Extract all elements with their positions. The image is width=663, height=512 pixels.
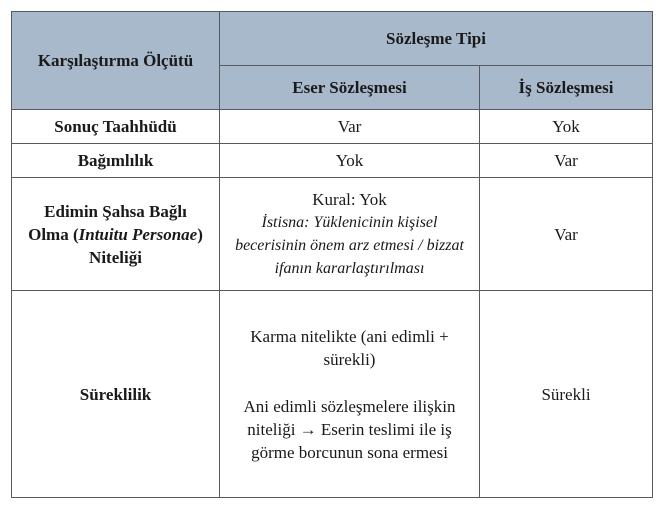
row-label-italic: Intuitu Personae [78, 224, 198, 244]
cell-is: Var [480, 178, 653, 291]
spacer [230, 371, 469, 395]
cell-eser [220, 178, 480, 291]
table-row [12, 178, 653, 291]
table-row [12, 144, 653, 178]
cell-eser [220, 291, 480, 498]
cell-eser: Yok [220, 144, 480, 178]
contract-type-header: Sözleşme Tipi [220, 12, 653, 66]
row-label: Bağımlılık [12, 144, 220, 178]
row-label: Süreklilik [12, 291, 220, 498]
eser-sozlesmesi-header: Eser Sözleşmesi [220, 66, 480, 110]
criterion-header: Karşılaştırma Ölçütü [12, 12, 220, 110]
cell-is: Var [480, 144, 653, 178]
row-label-part: ) Niteliği [89, 224, 203, 267]
cell-is: Sürekli [480, 291, 653, 498]
rule-text: Kural: Yok [312, 190, 387, 209]
row-label: Sonuç Taahhüdü [12, 110, 220, 144]
cell-is: Yok [480, 110, 653, 144]
exception-text: İstisna: Yüklenicinin kişisel becerisinin önem arz etmesi / bizzat ifanın kararlaştırılması [235, 214, 464, 277]
header-row [12, 12, 653, 66]
mixed-nature-text: Karma nitelikte (ani edimli + sürekli) [250, 326, 449, 369]
is-sozlesmesi-header: İş Sözleşmesi [480, 66, 653, 110]
table-row [12, 291, 653, 498]
cell-eser: Var [220, 110, 480, 144]
comparison-table [11, 11, 653, 498]
table-row [12, 110, 653, 144]
instant-nature-text: Ani edimli sözleşmelere ilişkin niteliği → Eserin teslimi ile iş görme borcunun sona ermesi [243, 396, 456, 462]
row-label-part: Edimin Şahsa Bağlı Olma ( [28, 201, 187, 244]
row-label [12, 178, 220, 291]
